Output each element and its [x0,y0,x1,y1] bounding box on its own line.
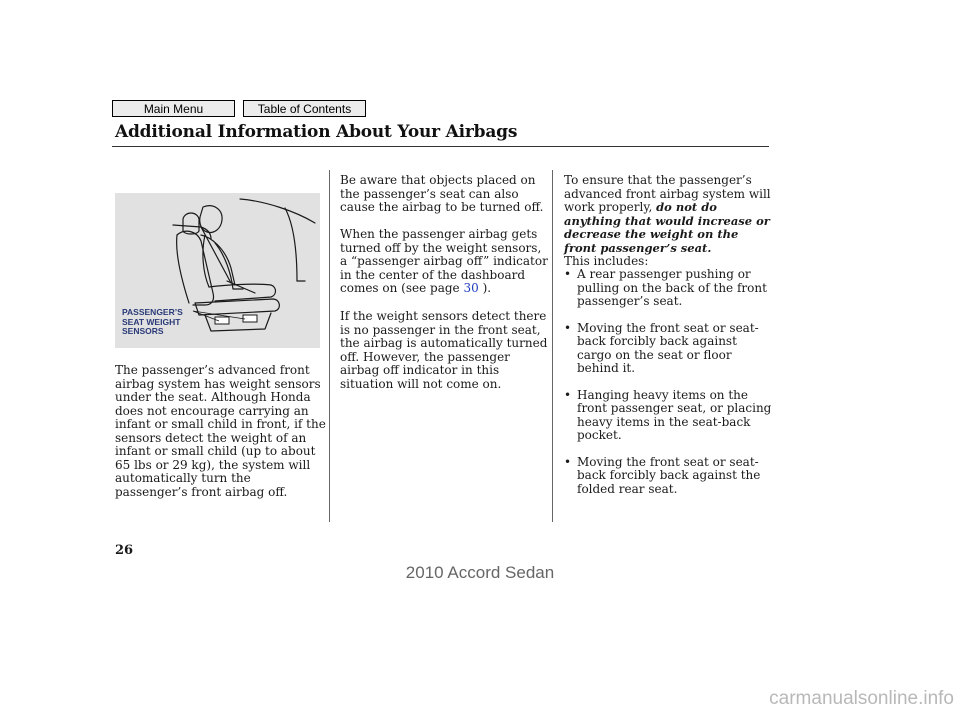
objects-on-seat-paragraph: Be aware that objects placed on the passenger’s seat can also cause the airbag to be turned off. [340,173,544,214]
list-item [564,268,774,309]
list-item-text: Moving the front seat or seat-back forcibly back against the folded rear seat. [577,454,761,496]
column-divider-2 [552,170,553,522]
indicator-paragraph [340,228,550,296]
list-item-text: Moving the front seat or seat-back forcibly back against cargo on the seat or floor behind it. [577,320,759,375]
bullet-icon: • [564,320,572,335]
bullet-icon: • [564,454,572,469]
page-30-link[interactable]: 30 [463,281,479,295]
header-divider [112,146,769,147]
includes-text: This includes: [564,254,649,268]
watermark: carmanualsonline.info [769,688,954,709]
illustration-label-line: SENSORS [122,326,164,336]
no-passenger-paragraph: If the weight sensors detect there is no passenger in the front seat, the airbag is automatically turned off. However, the passenger airbag off indicator in this situation will not come on. [340,309,548,391]
weight-change-examples-list [564,268,774,509]
ensure-proper-operation-paragraph [564,174,774,269]
bullet-icon: • [564,387,572,402]
table-of-contents-button[interactable]: Table of Contents [243,100,366,117]
list-item [564,456,774,497]
model-title: 2010 Accord Sedan [405,563,555,582]
column-divider-1 [329,170,330,522]
list-item-text: Hanging heavy items on the front passenger seat, or placing heavy items in the seat-back pocket. [577,387,772,442]
main-menu-button[interactable]: Main Menu [112,100,235,117]
illustration-label [122,308,183,337]
illustration-label-line: PASSENGER’S [122,307,183,317]
indicator-text: When the passenger airbag gets turned off by the weight sensors, a “passenger airbag off” indicator in the center of the dashboard comes on (see page [340,227,548,295]
emphasis-warning: do not do anything that would increase or decrease the weight on the front passenger’s seat. [564,200,770,255]
intro-text: To ensure that the passenger’s advanced front airbag system will work properly, [564,173,771,214]
list-item [564,389,774,443]
bullet-icon: • [564,267,572,281]
page-number: 26 [115,543,134,558]
section-title: Additional Information About Your Airbags [115,122,518,142]
list-item-text: A rear passenger pushing or pulling on the back of the front passenger’s seat. [577,267,767,308]
seat-weight-sensor-illustration [115,193,320,348]
indicator-text-end: ). [478,281,492,295]
weight-sensor-paragraph: The passenger’s advanced front airbag system has weight sensors under the seat. Although Honda does not encourage carrying an infant or small child in front, if the sensors detect the weight of an infant or small child (up to about 65 lbs or 29 kg), the system will automatically turn the passenger’s front airbag off. [115,363,326,499]
list-item [564,322,774,376]
illustration-label-line: SEAT WEIGHT [122,316,181,327]
